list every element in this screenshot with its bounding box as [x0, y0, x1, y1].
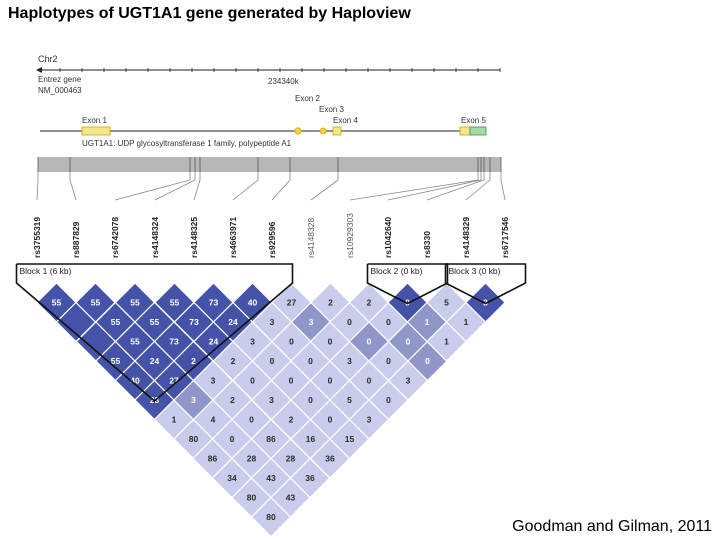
gene-description: UGT1A1: UDP glycosyltransferase 1 family, polypeptide A1: [82, 139, 292, 148]
track-label: Entrez gene: [38, 75, 82, 84]
snp-label: rs8330: [422, 231, 432, 258]
ld-value: 0: [249, 414, 254, 425]
haplotype-block-label: Block 3 (0 kb): [448, 266, 501, 276]
ld-value: 5: [347, 395, 352, 405]
ld-value: 1: [463, 317, 469, 327]
ld-value: 3: [269, 317, 275, 327]
ld-value: 3: [366, 414, 372, 425]
ld-value: 3: [483, 297, 488, 308]
snp-connector: [70, 172, 76, 200]
snp-label: rs10929303: [345, 213, 355, 258]
snp-label: rs1042640: [383, 216, 393, 258]
ld-value: 0: [288, 375, 294, 386]
gene-position-bar: [38, 157, 501, 172]
snp-connector-lines: [37, 172, 505, 200]
ld-value: 3: [405, 375, 411, 386]
ld-value: 55: [110, 317, 121, 327]
snp-label: rs929596: [267, 221, 277, 258]
haplotype-block-label: Block 1 (6 kb): [19, 266, 72, 276]
snp-connector: [427, 172, 484, 200]
exon-3-label: Exon 3: [319, 105, 344, 114]
ld-value: 27: [286, 297, 297, 308]
ld-value: 23: [149, 395, 160, 405]
exon-1-box: [82, 127, 110, 135]
snp-label: rs4148329: [461, 216, 471, 258]
chromosome-ticks: [60, 68, 500, 72]
ld-value: 1: [444, 336, 449, 347]
ld-value: 3: [347, 356, 352, 366]
haplotype-block-label: Block 2 (0 kb): [370, 266, 423, 276]
ld-value: 0: [250, 375, 255, 386]
ld-value: 15: [344, 434, 355, 444]
snp-connector: [233, 172, 258, 200]
ld-value: 2: [230, 356, 236, 366]
citation: Goodman and Gilman, 2011: [512, 518, 712, 535]
snp-labels: [32, 213, 510, 258]
slide-title: Haplotypes of UGT1A1 gene generated by Haploview: [8, 5, 411, 22]
ld-value: 86: [207, 453, 218, 464]
ld-value: 80: [266, 512, 276, 522]
ld-value: 3: [210, 375, 216, 386]
ld-value: 27: [169, 375, 179, 386]
exon-3-mark: [320, 128, 326, 134]
ld-value: 86: [266, 434, 276, 444]
ld-value: 0: [425, 356, 430, 366]
snp-connector: [155, 172, 195, 200]
snp-label: rs4148324: [150, 216, 160, 258]
ld-value: 73: [169, 336, 179, 347]
ld-value: 43: [285, 492, 296, 503]
snp-connector: [311, 172, 338, 200]
ld-value: 55: [51, 297, 62, 308]
ld-value: 3: [269, 395, 274, 405]
ld-value: 36: [305, 473, 315, 483]
ld-value: 2: [230, 395, 235, 405]
snp-label: rs4663971: [228, 216, 238, 258]
ld-value: 2: [328, 297, 333, 308]
snp-connector: [272, 172, 290, 200]
ld-value: 0: [327, 375, 333, 386]
ld-value: 55: [90, 297, 101, 308]
ld-value: 55: [169, 297, 180, 308]
ld-value: 40: [130, 375, 140, 386]
ld-value: 28: [285, 453, 296, 464]
ld-value: 73: [189, 317, 199, 327]
ld-value: 40: [247, 297, 258, 308]
ld-value: 0: [366, 375, 372, 386]
ld-value: 3: [250, 336, 255, 347]
ld-value: 0: [366, 336, 372, 347]
snp-label: rs6717546: [500, 216, 510, 258]
ld-value: 73: [208, 297, 219, 308]
ld-value: 43: [266, 473, 276, 483]
exon-4-box: [333, 127, 341, 135]
ld-value: 0: [405, 297, 410, 308]
ld-value: 0: [347, 317, 352, 327]
ld-value: 0: [308, 395, 313, 405]
ld-value: 55: [130, 336, 140, 347]
ld-value: 34: [227, 473, 237, 483]
exon-1-label: Exon 1: [82, 116, 107, 125]
exon-2-mark: [295, 128, 301, 134]
ld-value: 0: [405, 336, 411, 347]
ld-value: 2: [366, 297, 372, 308]
ld-value: 16: [305, 434, 316, 444]
exon-5-label: Exon 5: [461, 116, 486, 125]
snp-label: rs3755319: [32, 216, 42, 258]
ld-value: 24: [208, 336, 219, 347]
ld-value: 80: [188, 434, 199, 444]
ld-value: 2: [288, 414, 294, 425]
ld-value: 1: [171, 414, 177, 425]
ld-value: 28: [246, 453, 257, 464]
exon-2-label: Exon 2: [295, 94, 320, 103]
ld-value: 0: [269, 356, 275, 366]
ld-value: 36: [325, 453, 335, 464]
exon-4-label: Exon 4: [333, 116, 358, 125]
accession-label: NM_000463: [38, 86, 82, 95]
ld-value: 4: [210, 414, 216, 425]
ld-value: 1: [424, 317, 430, 327]
ld-value: 0: [308, 356, 313, 366]
snp-label: rs6742078: [110, 216, 120, 258]
exon-track: [82, 94, 486, 148]
snp-label: rs4148328: [306, 217, 316, 258]
ld-value: 0: [327, 336, 333, 347]
ld-value: 0: [386, 395, 391, 405]
position-label: 234340k: [268, 77, 299, 86]
ld-value: 24: [149, 356, 160, 366]
ld-value: 80: [246, 492, 257, 503]
ld-value: 0: [229, 434, 235, 444]
snp-label: rs887829: [71, 221, 81, 258]
ld-value: 24: [228, 317, 238, 327]
snp-connector: [501, 172, 505, 200]
ld-value: 55: [110, 356, 121, 366]
snp-label: rs4148325: [189, 216, 199, 258]
ld-value: 3: [308, 317, 314, 327]
ld-value: 55: [130, 297, 140, 308]
ld-plot: [37, 283, 505, 537]
ld-value: 55: [149, 317, 160, 327]
ld-value: 2: [191, 356, 196, 366]
arrow-left-icon: [36, 67, 42, 73]
exon-5-utr-box: [470, 127, 486, 135]
ld-value: 0: [327, 414, 333, 425]
exon-5-box: [460, 127, 470, 135]
ld-value: 3: [191, 395, 196, 405]
ld-value: 0: [386, 317, 391, 327]
snp-connector: [115, 172, 190, 200]
snp-connector: [37, 172, 38, 200]
chromosome-label: Chr2: [38, 54, 58, 64]
ld-value: 0: [386, 356, 391, 366]
snp-connector: [350, 172, 478, 200]
ld-value: 0: [289, 336, 294, 347]
ld-value: 5: [444, 297, 449, 308]
